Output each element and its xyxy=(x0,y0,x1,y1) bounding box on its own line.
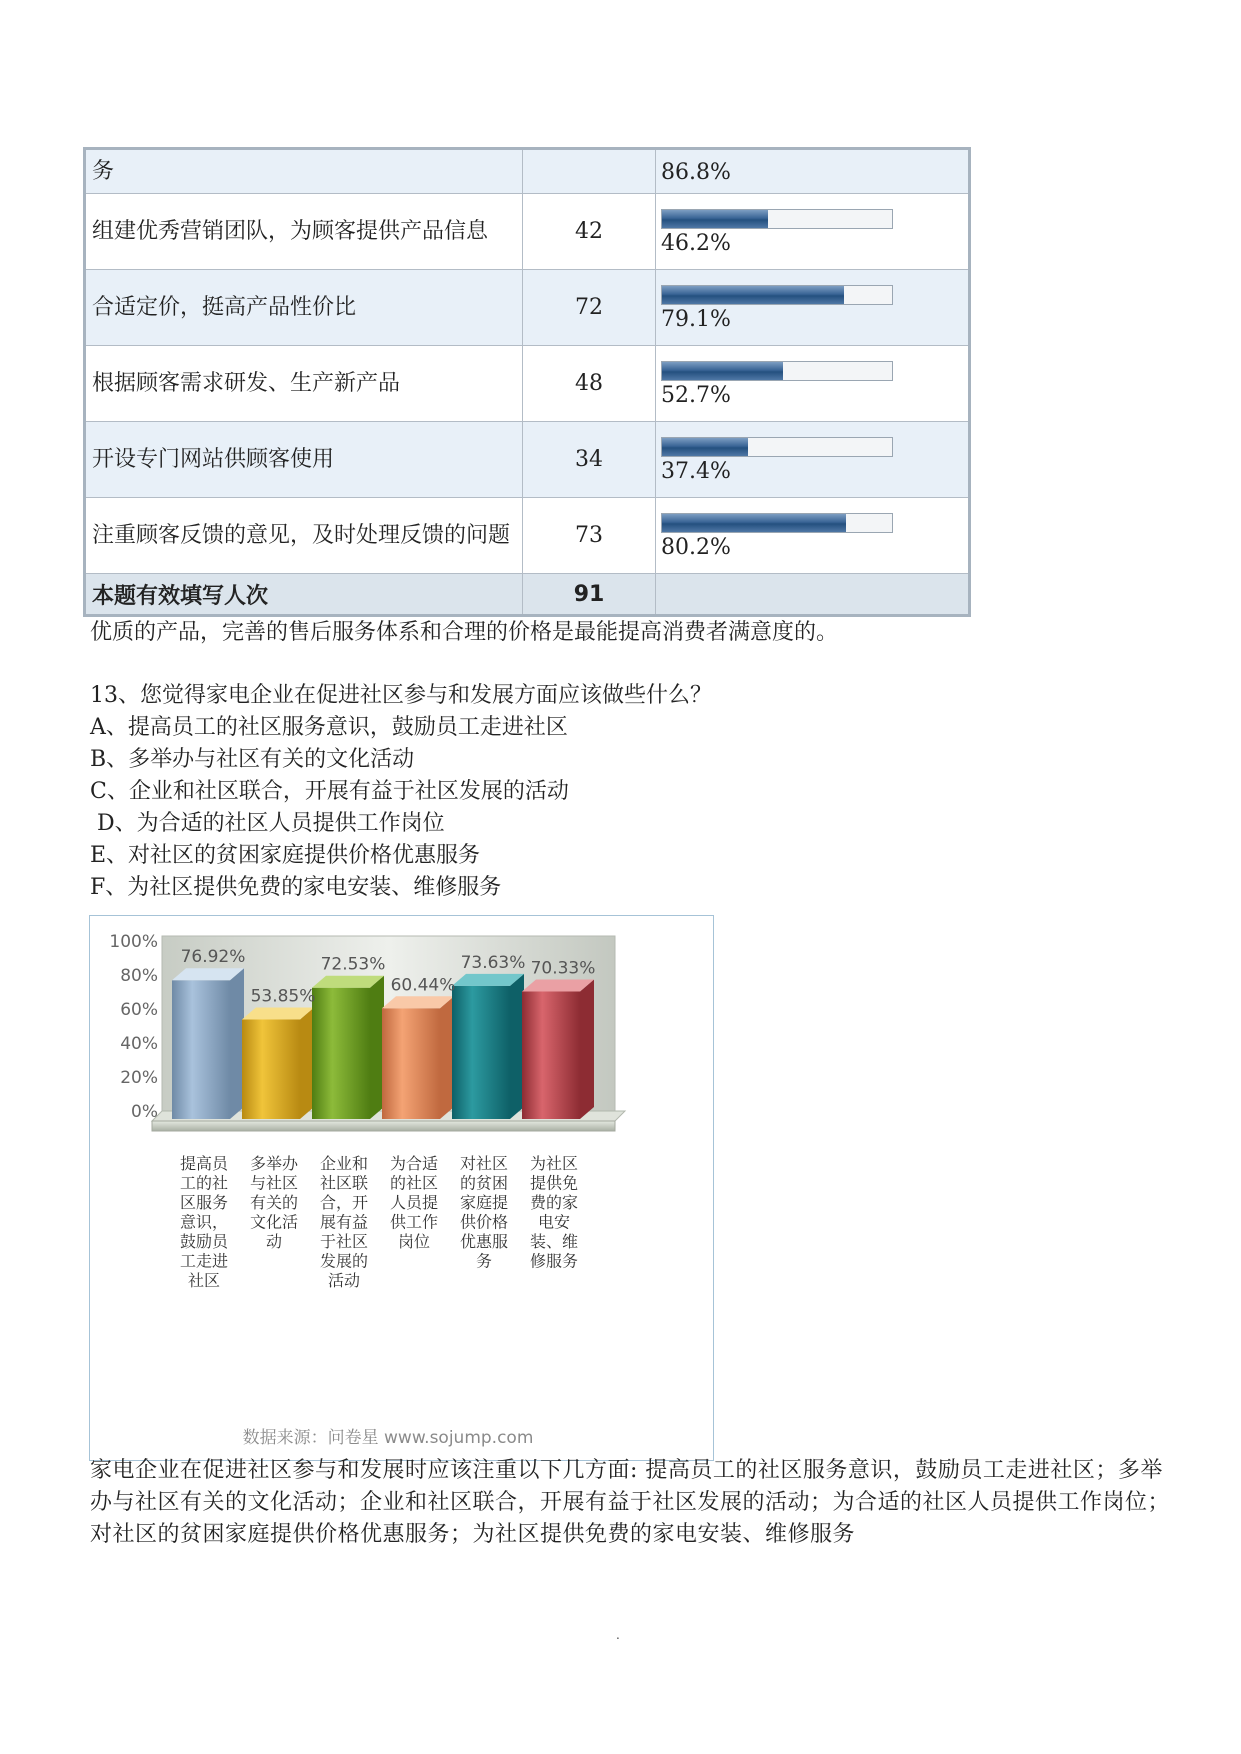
q13-bar-chart xyxy=(89,915,714,1461)
x-category-label: 的社区 xyxy=(389,1173,439,1193)
percent-cell xyxy=(656,422,970,498)
chart-bar-side xyxy=(370,976,384,1119)
chart-bar-side xyxy=(510,974,524,1119)
percent-text: 37.4% xyxy=(661,459,731,484)
x-category-label: 工的社 xyxy=(179,1173,229,1193)
y-tick-label: 20% xyxy=(120,1068,158,1088)
chart-source-label: 数据来源：问卷星 www.sojump.com xyxy=(242,1428,534,1448)
progress-bar xyxy=(661,513,893,533)
x-category-label: 社区联 xyxy=(319,1173,369,1193)
chart-bar xyxy=(242,1007,314,1119)
x-category-label: 动 xyxy=(265,1232,283,1251)
percent-cell xyxy=(656,194,970,270)
percent-cell xyxy=(656,149,970,194)
x-category-label: 修服务 xyxy=(529,1251,579,1271)
chart-bar-front xyxy=(452,986,510,1119)
chart-bar-front xyxy=(522,991,580,1119)
chart-bar-front xyxy=(172,980,230,1119)
table-row xyxy=(85,498,970,574)
table-row xyxy=(85,346,970,422)
y-tick-label: 60% xyxy=(120,1000,158,1020)
percent-text: 46.2% xyxy=(661,231,731,256)
x-category-label: 为社区 xyxy=(529,1154,579,1173)
x-category-label: 合，开 xyxy=(319,1193,369,1212)
x-category-label: 于社区 xyxy=(319,1232,369,1251)
total-empty-cell xyxy=(656,574,970,616)
y-tick-label: 80% xyxy=(120,966,158,986)
bar-value-label: 76.92% xyxy=(180,947,246,968)
footer-mark: . xyxy=(616,1628,620,1642)
y-tick-label: 40% xyxy=(120,1034,158,1054)
question-13-option-f: F、为社区提供免费的家电安装、维修服务 xyxy=(90,875,502,900)
chart-bar xyxy=(172,968,244,1119)
summary-q13: 家电企业在促进社区参与和发展时应该注重以下几方面: 提高员工的社区服务意识，鼓励员工走进社区；多举办与社区有关的文化活动；企业和社区联合，开展有益于社区发展的活动；为合适的社区人员提供工作岗位；对社区的贫困家庭提供价格优惠服务；为社区提供免费的家电安装、维修服务 xyxy=(90,1458,1171,1547)
count-cell: 72 xyxy=(523,270,656,346)
x-category-label: 社区 xyxy=(187,1271,221,1290)
chart-bar-front xyxy=(312,988,370,1119)
option-cell: 合适定价，挺高产品性价比 xyxy=(85,270,523,346)
chart-bar-side xyxy=(580,979,594,1119)
progress-bar-fill xyxy=(662,210,768,228)
question-13-option-a: A、提高员工的社区服务意识，鼓励员工走进社区 xyxy=(90,715,568,740)
option-cell: 根据顾客需求研发、生产新产品 xyxy=(85,346,523,422)
chart-bar xyxy=(452,974,524,1119)
percent-text: 86.8% xyxy=(661,160,731,185)
option-cell: 组建优秀营销团队，为顾客提供产品信息 xyxy=(85,194,523,270)
option-cell: 注重顾客反馈的意见，及时处理反馈的问题 xyxy=(85,498,523,574)
x-category-label: 鼓励员 xyxy=(179,1232,229,1251)
count-cell: 42 xyxy=(523,194,656,270)
table-row xyxy=(85,149,970,194)
x-category-label: 展有益 xyxy=(319,1212,369,1232)
x-category-label: 供工作 xyxy=(389,1212,439,1232)
x-category-label: 装、维 xyxy=(529,1232,579,1251)
y-tick-label: 100% xyxy=(109,932,158,952)
chart-bar xyxy=(382,996,454,1119)
x-category-label: 优惠服 xyxy=(459,1232,509,1251)
x-category-label: 工走进 xyxy=(179,1251,229,1271)
x-category-label: 岗位 xyxy=(397,1232,431,1251)
progress-bar-fill xyxy=(662,362,783,380)
progress-bar xyxy=(661,361,893,381)
progress-bar xyxy=(661,437,893,457)
survey-results-table xyxy=(83,147,971,617)
percent-cell xyxy=(656,346,970,422)
x-category-label: 人员提 xyxy=(389,1193,439,1212)
x-category-label: 意识， xyxy=(179,1212,229,1232)
count-cell: 34 xyxy=(523,422,656,498)
question-13-option-e: E、对社区的贫困家庭提供价格优惠服务 xyxy=(90,843,481,868)
count-cell: 73 xyxy=(523,498,656,574)
question-13-option-b: B、多举办与社区有关的文化活动 xyxy=(90,747,415,772)
percent-text: 52.7% xyxy=(661,383,731,408)
bar-value-label: 60.44% xyxy=(390,975,456,996)
percent-cell xyxy=(656,498,970,574)
progress-bar-fill xyxy=(662,286,844,304)
chart-bar-front xyxy=(382,1008,440,1119)
bar-value-label: 73.63% xyxy=(460,952,526,973)
chart-bar-side xyxy=(300,1007,314,1119)
x-category-label: 提高员 xyxy=(179,1154,229,1173)
summary-q12: 优质的产品，完善的售后服务体系和合理的价格是最能提高消费者满意度的。 xyxy=(90,620,839,645)
x-category-label: 费的家 xyxy=(529,1193,579,1212)
x-category-label: 活动 xyxy=(327,1271,361,1290)
total-row xyxy=(85,574,970,616)
x-category-label: 多举办 xyxy=(249,1154,299,1173)
progress-bar-fill xyxy=(662,438,748,456)
x-category-label: 供价格 xyxy=(459,1212,509,1232)
y-tick-label: 0% xyxy=(131,1102,158,1122)
question-13-title: 13、您觉得家电企业在促进社区参与和发展方面应该做些什么？ xyxy=(90,683,712,708)
x-category-label: 务 xyxy=(475,1251,493,1271)
chart-bar xyxy=(522,979,594,1119)
question-13-option-d: D、为合适的社区人员提供工作岗位 xyxy=(90,811,445,836)
x-category-label: 企业和 xyxy=(319,1154,369,1173)
chart-bar xyxy=(312,976,384,1119)
x-category-label: 为合适 xyxy=(389,1154,439,1173)
x-category-label: 家庭提 xyxy=(459,1193,509,1212)
table-row xyxy=(85,270,970,346)
x-category-label: 的贫困 xyxy=(459,1173,509,1193)
bar-value-label: 72.53% xyxy=(320,954,386,975)
progress-bar xyxy=(661,209,893,229)
option-cell: 务 xyxy=(85,149,523,194)
progress-bar xyxy=(661,285,893,305)
x-category-label: 提供免 xyxy=(529,1173,579,1193)
x-category-label: 发展的 xyxy=(319,1251,369,1271)
x-category-label: 区服务 xyxy=(179,1193,229,1212)
count-cell: 48 xyxy=(523,346,656,422)
x-category-label: 对社区 xyxy=(459,1154,509,1173)
chart-bar-side xyxy=(440,996,454,1119)
bar-value-label: 53.85% xyxy=(250,986,316,1007)
percent-text: 80.2% xyxy=(661,535,731,560)
chart-bar-front xyxy=(242,1019,300,1119)
option-cell: 开设专门网站供顾客使用 xyxy=(85,422,523,498)
x-category-label: 文化活 xyxy=(249,1212,299,1232)
percent-text: 79.1% xyxy=(661,307,731,332)
count-cell xyxy=(523,149,656,194)
chart-bar-side xyxy=(230,968,244,1119)
question-13-option-c: C、企业和社区联合，开展有益于社区发展的活动 xyxy=(90,779,569,804)
percent-cell xyxy=(656,270,970,346)
bar-value-label: 70.33% xyxy=(530,958,596,979)
q13-chart-svg xyxy=(90,916,713,1460)
total-value: 91 xyxy=(523,574,656,616)
x-category-label: 有关的 xyxy=(249,1193,299,1212)
total-label: 本题有效填写人次 xyxy=(85,574,523,616)
x-category-label: 电安 xyxy=(537,1212,571,1232)
table-row xyxy=(85,422,970,498)
progress-bar-fill xyxy=(662,514,846,532)
table-row xyxy=(85,194,970,270)
x-category-label: 与社区 xyxy=(249,1173,299,1193)
chart-floor-edge xyxy=(152,1121,615,1131)
